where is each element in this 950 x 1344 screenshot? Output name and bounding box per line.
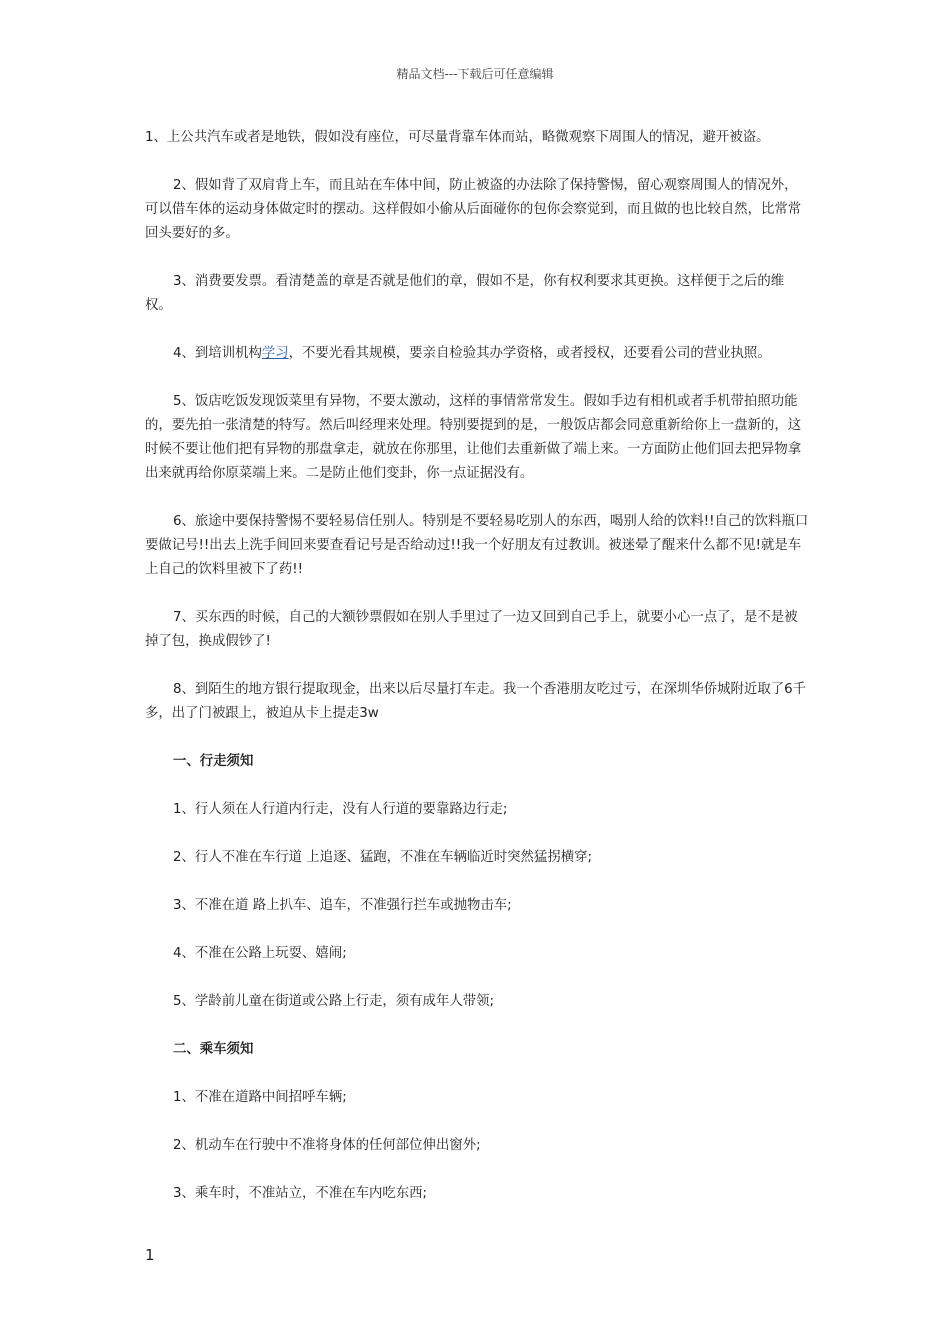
document-body [145, 126, 810, 1230]
paragraph-4-lead: 4、到培训机构 [173, 346, 262, 361]
paragraph-2: 2、假如背了双肩背上车，而且站在车体中间，防止被盗的办法除了保持警惕，留心观察周围人的情况外，可以借车体的运动身体做定时的摆动。这样假如小偷从后面碰你的包你会察觉到，而且做的也比较自然，比常常回头要好的多。 [145, 178, 802, 241]
paragraph-7: 7、买东西的时候，自己的大额钞票假如在别人手里过了一边又回到自己手上，就要小心一点了，是不是被掉了包，换成假钞了! [145, 610, 798, 649]
paragraph-4-rest: ，不要光看其规模，要亲自检验其办学资格，或者授权，还要看公司的营业执照。 [288, 346, 771, 361]
paragraph-4 [145, 342, 810, 366]
paragraph-6: 6、旅途中要保持警惕不要轻易信任别人。特别是不要轻易吃别人的东西，喝别人给的饮料!!自己的饮料瓶口要做记号!!出去上洗手间回来要查看记号是否给动过!!我一个好朋友有过教训。被迷晕了醒来什么都不见!就是车上自己的饮料里被下了药!! [145, 514, 809, 577]
riding-rule-2: 2、机动车在行驶中不准将身体的任何部位伸出窗外; [173, 1138, 481, 1153]
paragraph-8: 8、到陌生的地方银行提取现金，出来以后尽量打车走。我一个香港朋友吃过亏，在深圳华侨城附近取了6千多，出了门被跟上，被迫从卡上提走3w [145, 682, 807, 721]
walking-rule-4: 4、不准在公路上玩耍、嬉闹; [173, 946, 347, 961]
walking-rule-3: 3、不准在道 路上扒车、追车，不准强行拦车或抛物击车; [173, 898, 512, 913]
walking-rule-2: 2、行人不准在车行道 上追逐、猛跑，不准在车辆临近时突然猛拐横穿; [173, 850, 593, 865]
walking-rule-5: 5、学龄前儿童在街道或公路上行走，须有成年人带领; [173, 994, 495, 1009]
paragraph-5: 5、饭店吃饭发现饭菜里有异物，不要太激动，这样的事情常常发生。假如手边有相机或者手机带拍照功能的，要先拍一张清楚的特写。然后叫经理来处理。特别要提到的是，一般饭店都会同意重新给你上一盘新的，这时候不要让他们把有异物的那盘拿走，就放在你那里，让他们去重新做了端上来。一方面防止他们回去把异物拿出来就再给你原菜端上来。二是防止他们变卦，你一点证据没有。 [145, 394, 802, 481]
section-heading-riding: 二、乘车须知 [173, 1042, 254, 1057]
riding-rule-3: 3、乘车时，不准站立，不准在车内吃东西; [173, 1186, 428, 1201]
walking-rule-1: 1、行人须在人行道内行走，没有人行道的要靠路边行走; [173, 802, 508, 817]
page-number: 1 [145, 1246, 155, 1264]
page-header: 精品文档---下载后可任意编辑 [396, 67, 554, 81]
study-link[interactable]: 学习 [261, 346, 289, 361]
paragraph-3: 3、消费要发票。看清楚盖的章是否就是他们的章，假如不是，你有权利要求其更换。这样便于之后的维权。 [145, 274, 785, 313]
riding-rule-1: 1、不准在道路中间招呼车辆; [173, 1090, 347, 1105]
section-heading-walking: 一、行走须知 [173, 754, 254, 769]
paragraph-1: 1、上公共汽车或者是地铁，假如没有座位，可尽量背靠车体而站，略微观察下周围人的情况，避开被盗。 [145, 130, 770, 145]
